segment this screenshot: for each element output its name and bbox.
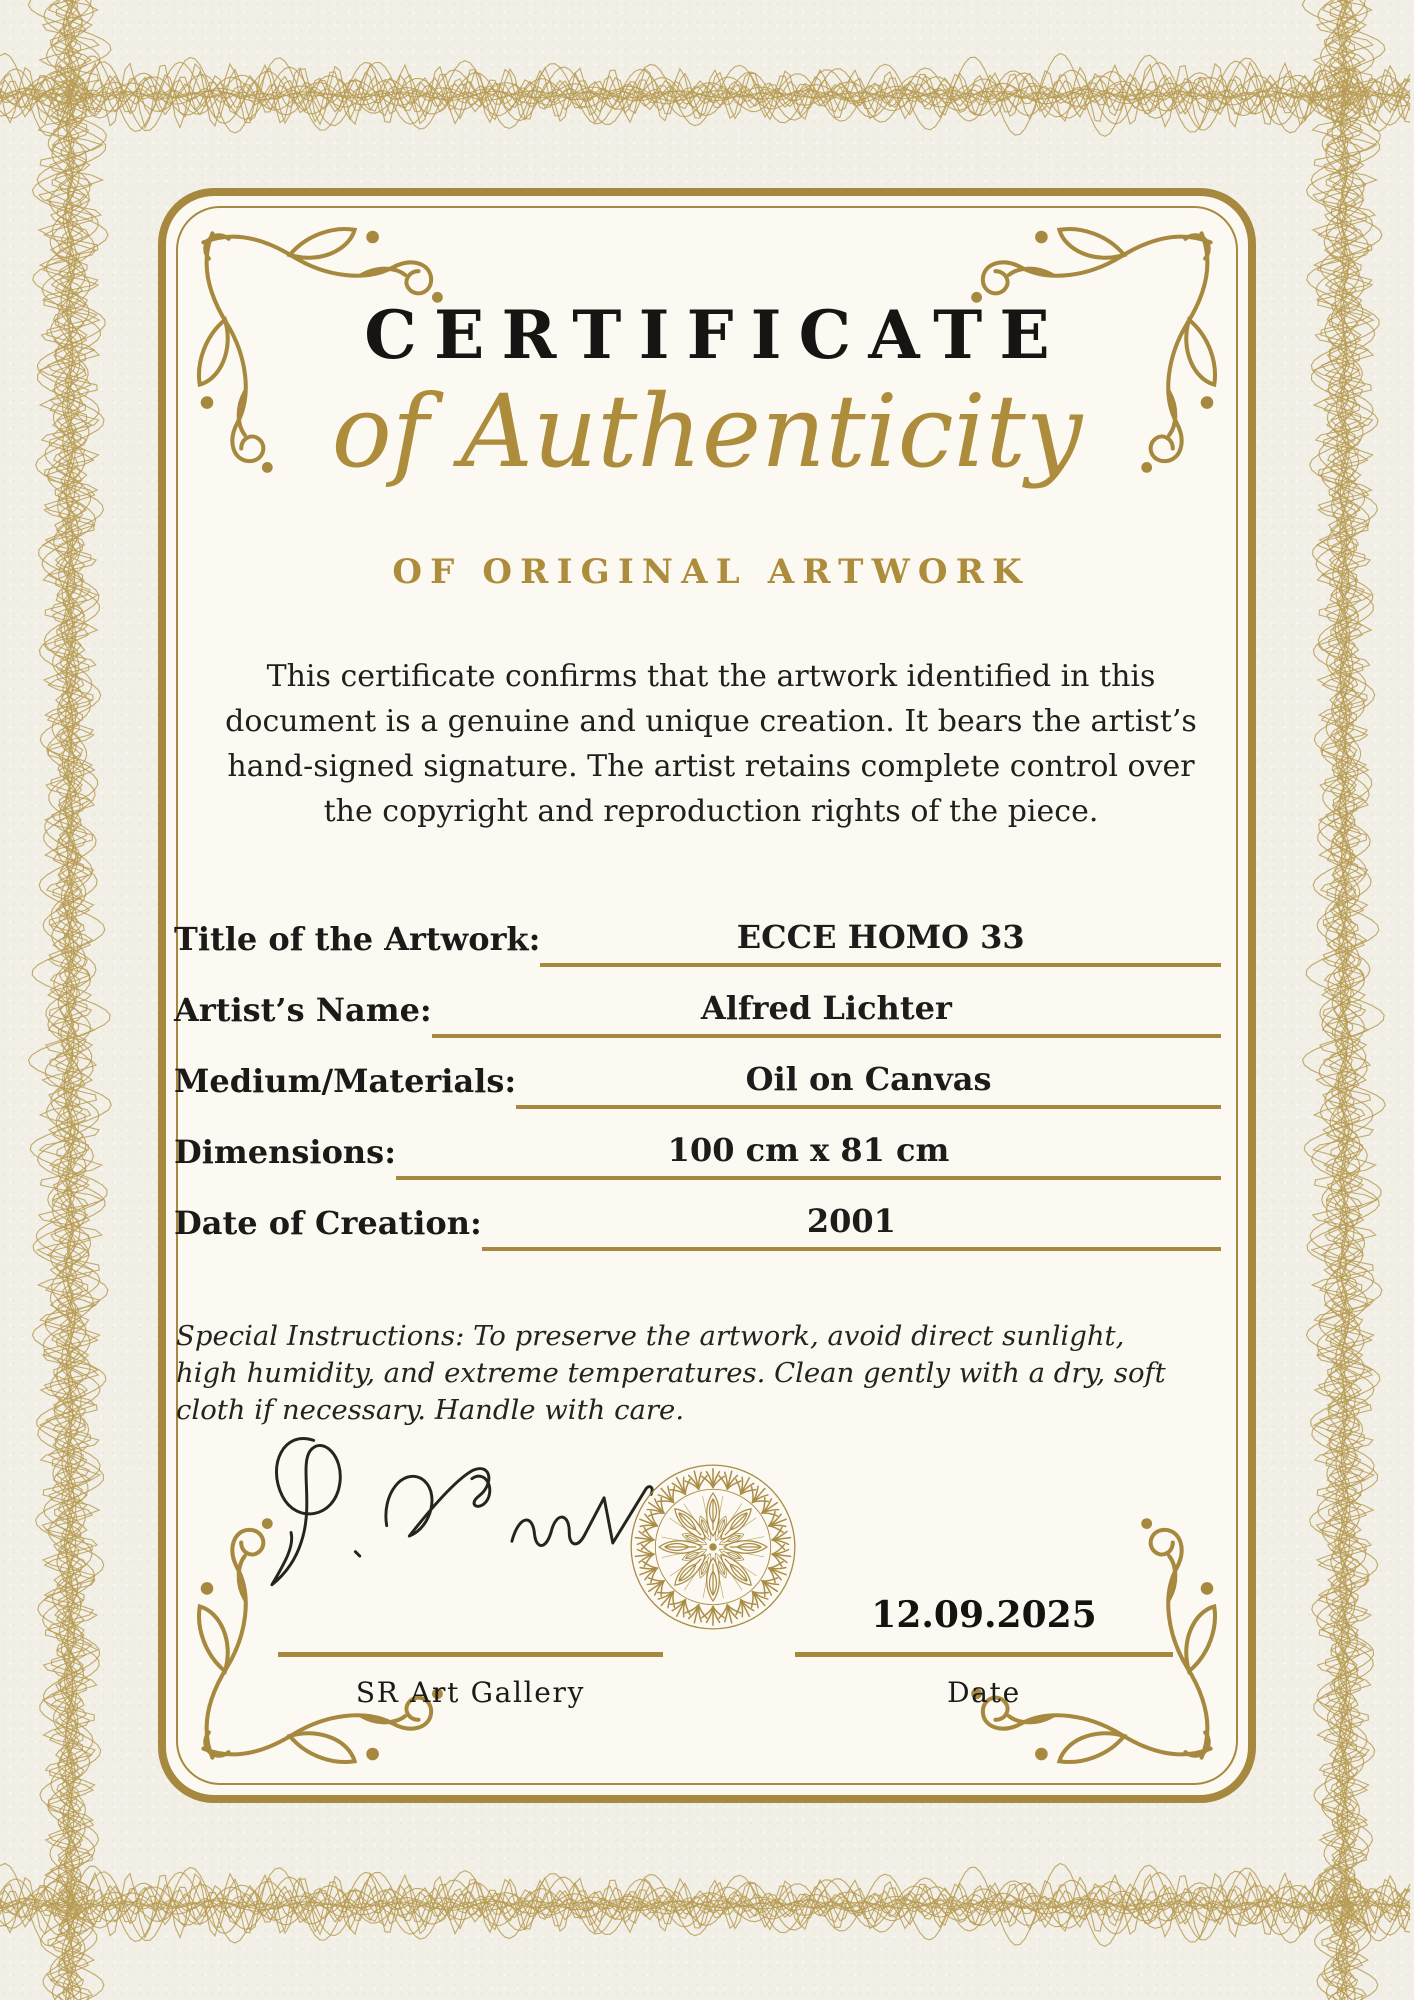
field-row-medium <box>174 1061 1221 1109</box>
signature-line-label: SR Art Gallery <box>355 1676 586 1709</box>
ornamental-seal-icon <box>620 1454 806 1640</box>
date-value: 12.09.2025 <box>871 1594 1097 1636</box>
field-label: Date of Creation: <box>174 1204 482 1242</box>
certificate-title: CERTIFICATE <box>364 296 1067 374</box>
field-value: 2001 <box>482 1202 1221 1251</box>
field-row-date-of-creation <box>174 1203 1221 1251</box>
special-instructions-text: Special Instructions: To preserve the artwork, avoid direct sunlight, high humidity, and extreme temperatures. Clean gently with a dry, soft cloth if necessary. Handle with care. <box>176 1320 1166 1426</box>
certificate-subtitle-script: of Authenticity <box>331 373 1083 490</box>
certificate-intro-text: This certificate confirms that the artwork identified in this document is a genuine and unique creation. It bears the artist’s hand-signed signature. The artist retains complete control over the copyright and reproduction rights of the piece. <box>225 659 1197 829</box>
certificate-frame <box>158 188 1256 1803</box>
field-label: Title of the Artwork: <box>174 920 541 958</box>
certificate-subtitle-caps: OF ORIGINAL ARTWORK <box>392 552 1030 592</box>
field-value: ECCE HOMO 33 <box>540 918 1221 967</box>
signature-line <box>278 1652 663 1657</box>
handwritten-signature-icon <box>258 1414 658 1632</box>
field-value: Alfred Lichter <box>432 989 1221 1038</box>
field-value: 100 cm x 81 cm <box>396 1131 1221 1180</box>
field-label: Medium/Materials: <box>174 1062 517 1100</box>
field-row-dimensions <box>174 1132 1221 1180</box>
field-value: Oil on Canvas <box>516 1060 1221 1109</box>
date-line <box>795 1652 1173 1657</box>
field-row-title <box>174 919 1221 967</box>
field-row-artist <box>174 990 1221 1038</box>
field-label: Dimensions: <box>174 1133 396 1171</box>
field-label: Artist’s Name: <box>174 991 432 1029</box>
corner-flourish-icon <box>964 1511 1234 1781</box>
date-line-label: Date <box>947 1676 1021 1709</box>
